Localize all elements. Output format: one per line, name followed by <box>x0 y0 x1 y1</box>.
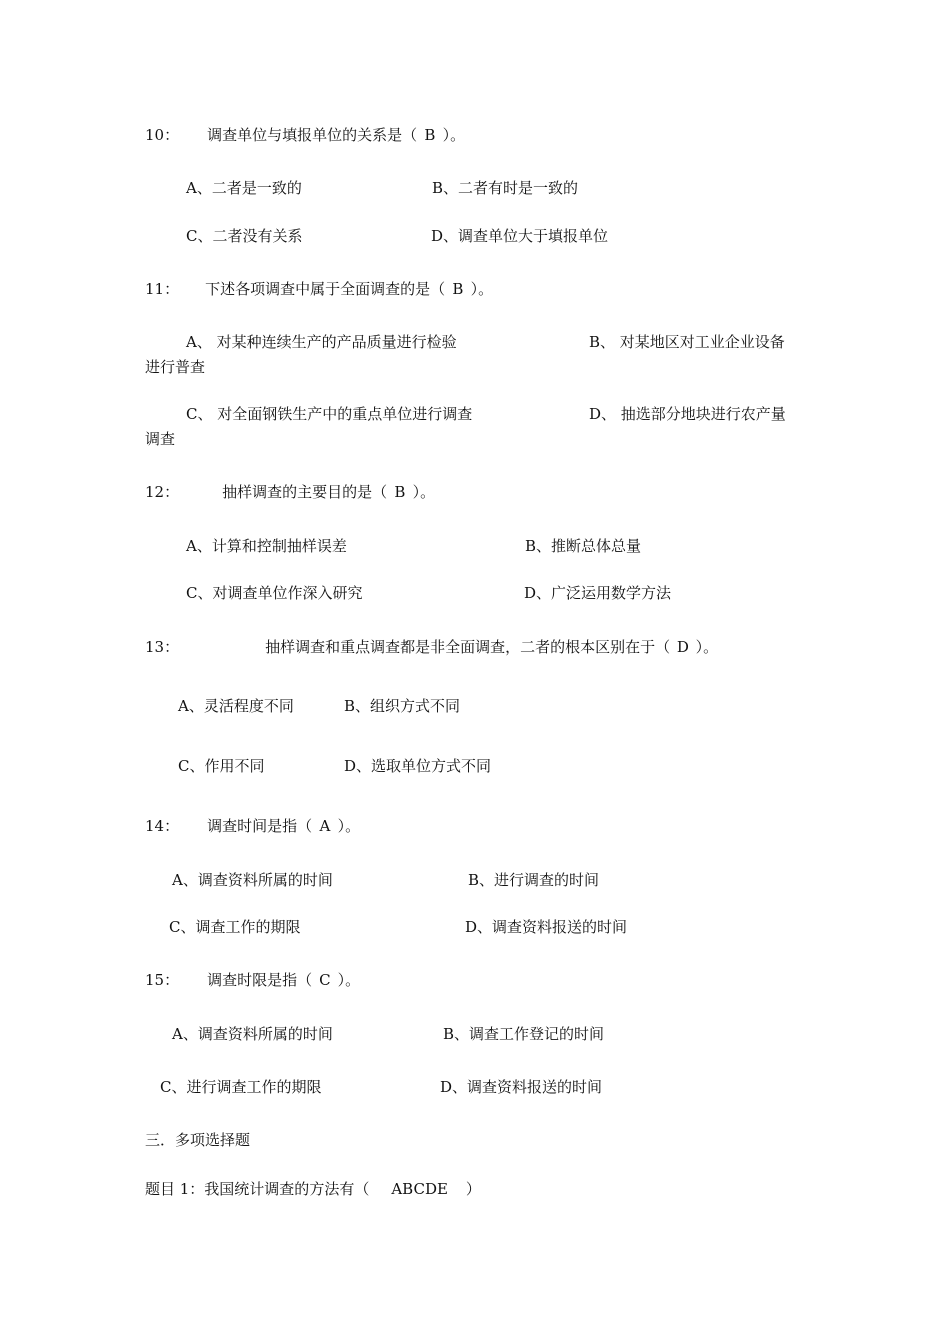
option-c: C、对调查单位作深入研究 <box>186 584 363 602</box>
option-a: A、计算和控制抽样误差 <box>186 537 347 555</box>
question-text: 调查时限是指（ <box>207 971 313 989</box>
option-b: B、推断总体总量 <box>525 537 642 555</box>
option-b: B、调查工作登记的时间 <box>443 1025 605 1043</box>
option-c: C、 对全面钢铁生产中的重点单位进行调查 <box>186 405 473 423</box>
question-number: 12： <box>145 483 180 501</box>
question-text: 调查单位与填报单位的关系是（ <box>207 126 418 144</box>
question-14 <box>145 816 360 836</box>
option-b: B、进行调查的时间 <box>468 871 600 889</box>
option-d-continued: 调查 <box>145 430 176 448</box>
option-a: A、 对某种连续生产的产品质量进行检验 <box>186 333 457 351</box>
option-c: C、二者没有关系 <box>186 227 303 245</box>
option-c: C、作用不同 <box>178 757 265 775</box>
option-d: D、调查资料报送的时间 <box>440 1078 603 1096</box>
question-number: 10： <box>145 126 180 144</box>
answer-letter: B <box>452 280 464 298</box>
question-number: 14： <box>145 817 180 835</box>
option-c: C、调查工作的期限 <box>169 918 301 936</box>
option-d: D、广泛运用数学方法 <box>524 584 672 602</box>
option-b: B、二者有时是一致的 <box>432 179 579 197</box>
question-12 <box>145 482 435 502</box>
question-text: 下述各项调查中属于全面调查的是（ <box>205 280 446 298</box>
option-a: A、调查资料所属的时间 <box>172 871 333 889</box>
question-11 <box>145 279 493 299</box>
question-number: 11： <box>145 280 180 298</box>
option-a: A、二者是一致的 <box>186 179 302 197</box>
question-text-end: ）。 <box>470 280 494 298</box>
option-b: B、 对某地区对工业企业设备 <box>589 333 785 351</box>
item-text: 题目 1：我国统计调查的方法有（ <box>145 1180 370 1198</box>
question-text-end: ）。 <box>442 126 466 144</box>
question-text: 调查时间是指（ <box>207 817 313 835</box>
answer-letter: B <box>424 126 436 144</box>
answer-letter: A <box>319 817 331 835</box>
answer-letter: D <box>676 638 689 656</box>
question-text: 抽样调查的主要目的是（ <box>222 483 388 501</box>
answer-letters: ABCDE <box>391 1180 448 1198</box>
question-number: 15： <box>145 971 180 989</box>
question-13 <box>145 637 718 657</box>
question-text-end: ）。 <box>337 817 361 835</box>
answer-letter: B <box>394 483 406 501</box>
option-c: C、进行调查工作的期限 <box>160 1078 322 1096</box>
section-heading: 三．多项选择题 <box>145 1131 251 1149</box>
option-a: A、灵活程度不同 <box>178 697 294 715</box>
option-b-continued: 进行普查 <box>145 358 206 376</box>
question-text-end: ）。 <box>412 483 436 501</box>
multi-choice-item-1 <box>145 1179 481 1199</box>
question-10 <box>145 125 465 145</box>
question-15 <box>145 970 360 990</box>
option-d: D、 抽选部分地块进行农产量 <box>589 405 786 423</box>
option-d: D、选取单位方式不同 <box>344 757 492 775</box>
question-number: 13： <box>145 638 180 656</box>
question-text-end: ）。 <box>695 638 719 656</box>
option-d: D、调查资料报送的时间 <box>465 918 628 936</box>
question-text-end: ）。 <box>337 971 361 989</box>
item-text-end: ） <box>465 1180 481 1198</box>
option-a: A、调查资料所属的时间 <box>172 1025 333 1043</box>
option-b: B、组织方式不同 <box>344 697 461 715</box>
option-d: D、调查单位大于填报单位 <box>431 227 609 245</box>
answer-letter: C <box>319 971 331 989</box>
question-text: 抽样调查和重点调查都是非全面调查，二者的根本区别在于（ <box>265 638 671 656</box>
